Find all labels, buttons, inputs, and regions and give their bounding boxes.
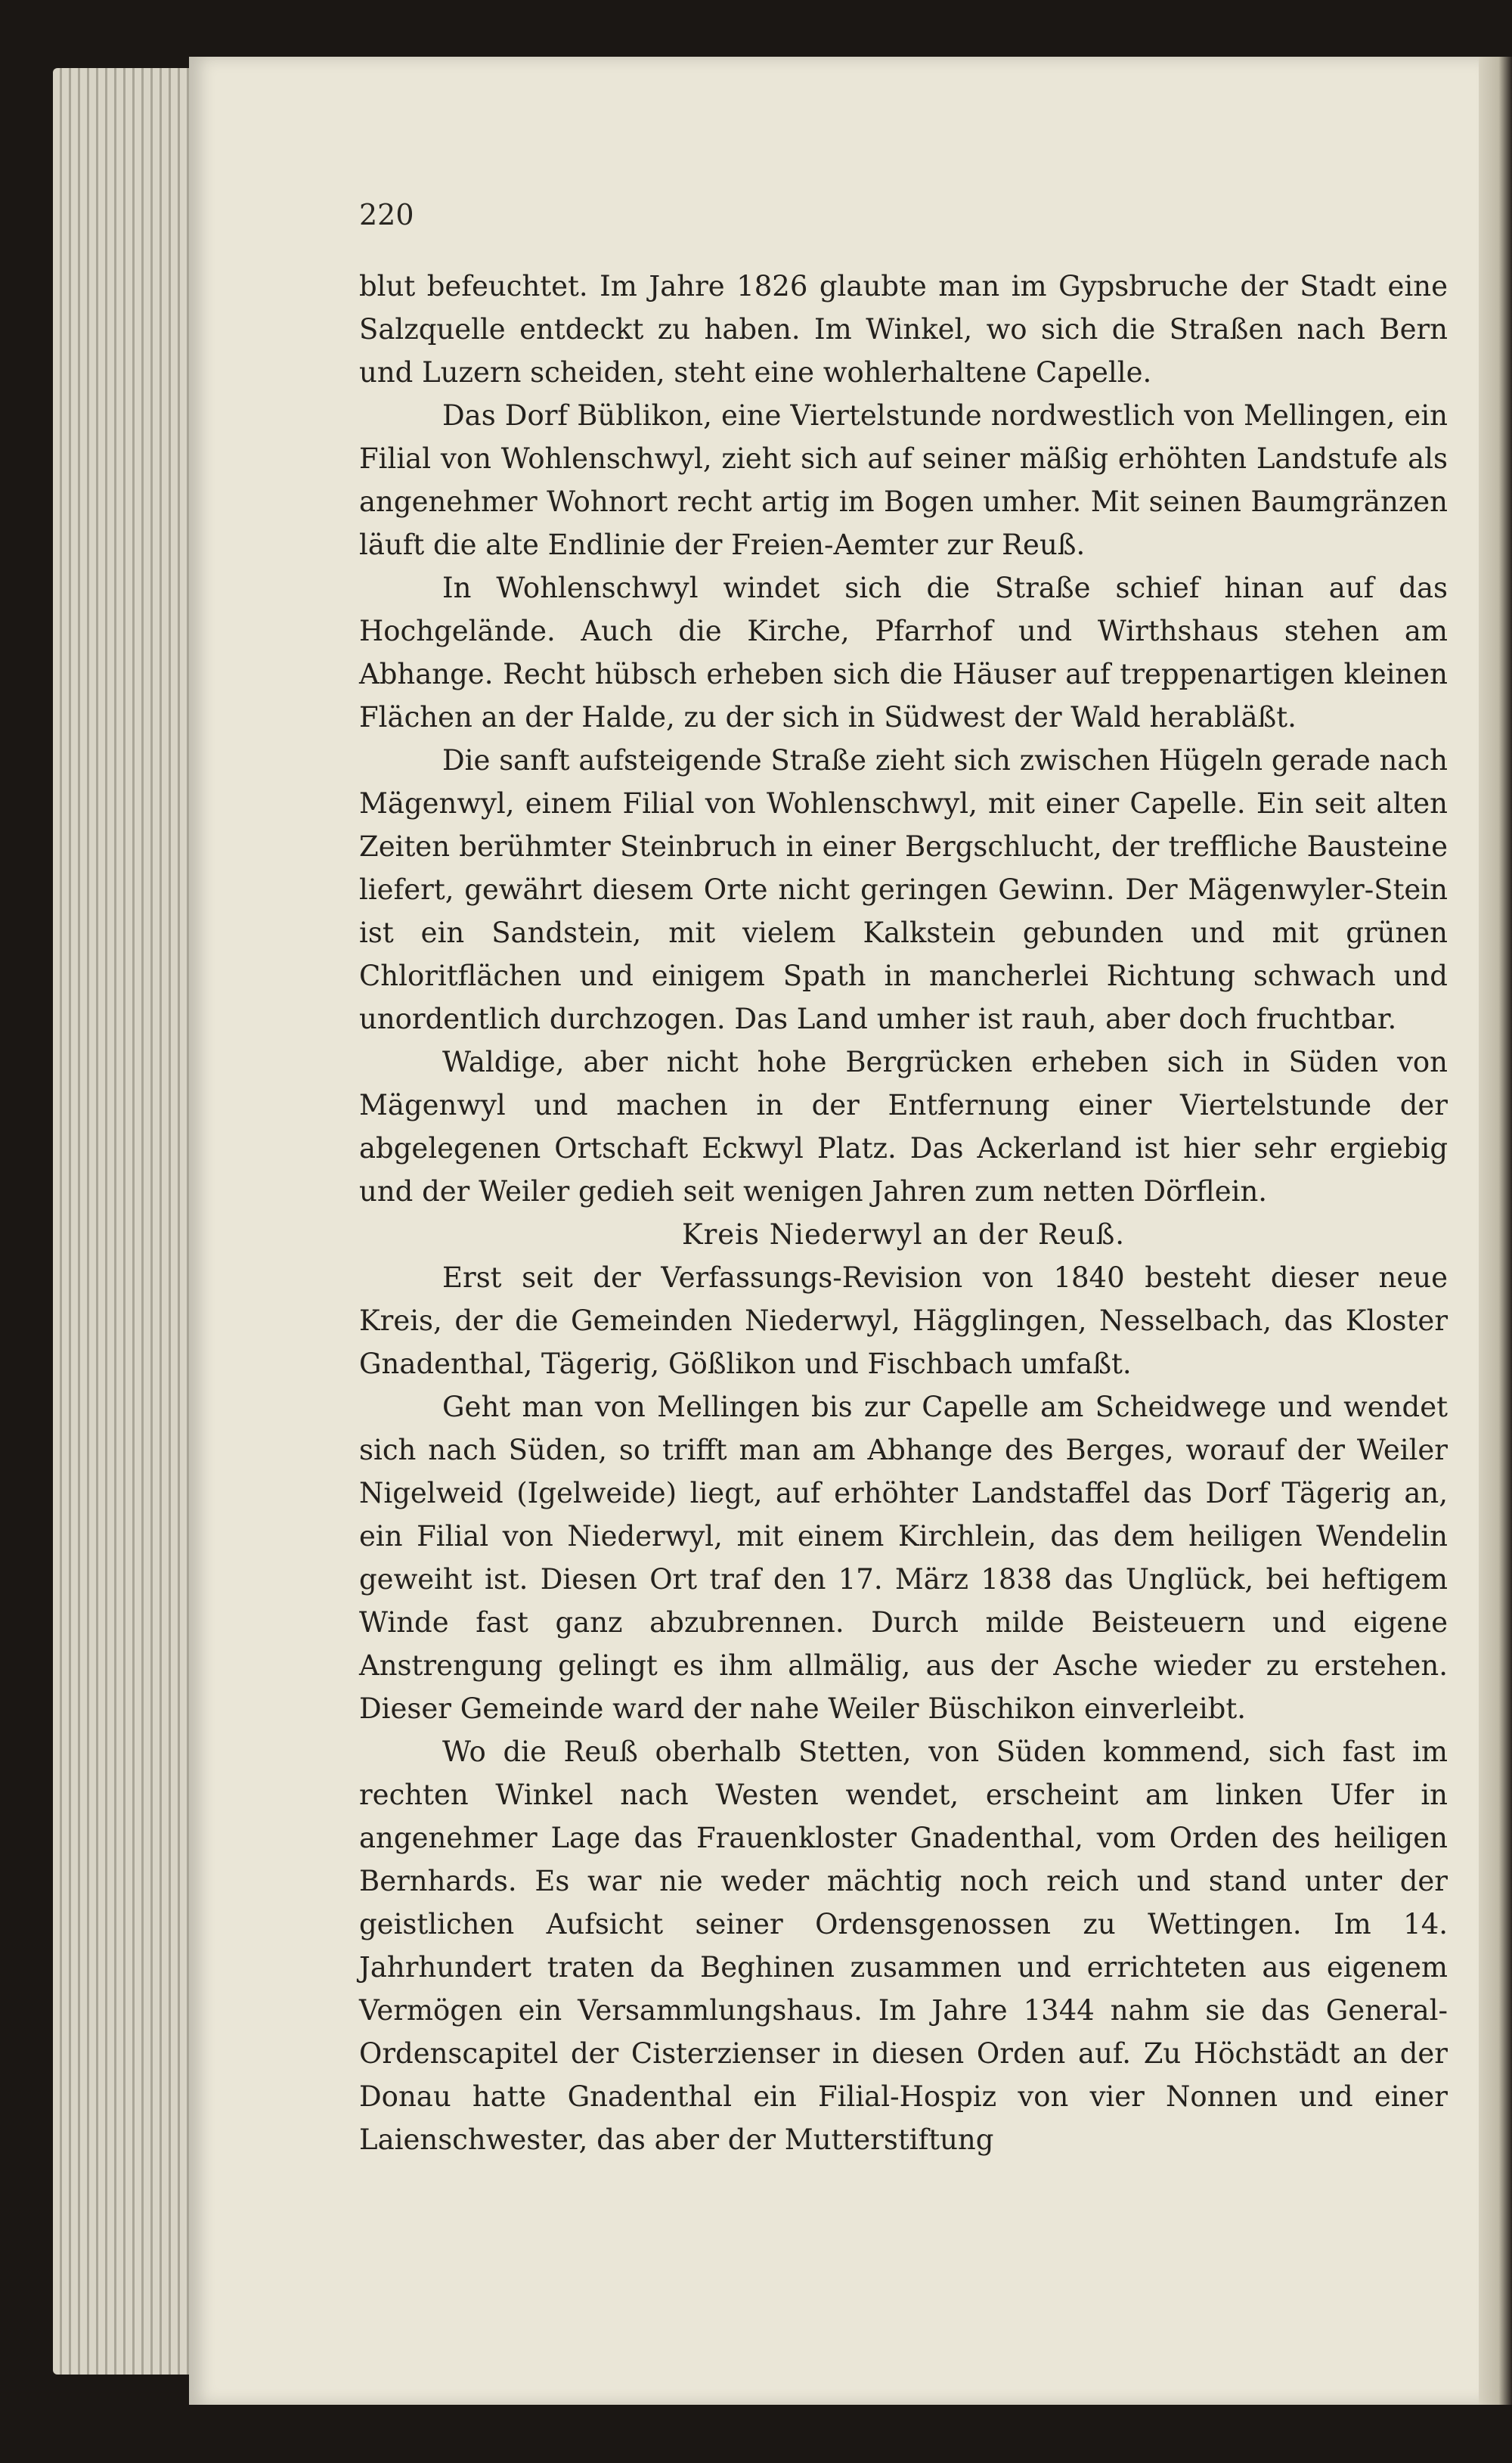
paragraph: Geht man von Mellingen bis zur Capelle am Scheidwege und wendet sich nach Süden, so trifft man am Abhange des Berges, worauf der Weiler Nigelweid (Igelweide) liegt, auf erhöhter Landstaffel das Dorf Tägerig an, ein Filial von Niederwyl, mit einem Kirchlein, das dem heiligen Wendelin geweiht ist. Diesen Ort traf den 17. März 1838 das Unglück, bei heftigem Winde fast ganz abzubrennen. Durch milde Beisteuern und eigene Anstrengung gelingt es ihm allmälig, aus der Asche wieder zu erstehen. Dieser Gemeinde ward der nahe Weiler Büschikon einverleibt. <box>359 1391 1448 1725</box>
page-fore-edge <box>1479 57 1512 2405</box>
page-number: 220 <box>359 198 414 231</box>
paragraph: Erst seit der Verfassungs-Revision von 1840 besteht dieser neue Kreis, der die Gemeinden Niederwyl, Hägglingen, Nesselbach, das Kloster Gnadenthal, Tägerig, Gößlikon und Fischbach umfaßt. <box>359 1261 1448 1380</box>
body-text <box>359 265 1448 2161</box>
paragraph: Das Dorf Büblikon, eine Viertelstunde nordwestlich von Mellingen, ein Filial von Wohlenschwyl, zieht sich auf seiner mäßig erhöhten Landstufe als angenehmer Wohnort recht artig im Bogen umher. Mit seinen Baumgränzen läuft die alte Endlinie der Freien-Aemter zur Reuß. <box>359 399 1448 561</box>
paragraph: Die sanft aufsteigende Straße zieht sich zwischen Hügeln gerade nach Mägenwyl, einem Filial von Wohlenschwyl, mit einer Capelle. Ein seit alten Zeiten berühmter Steinbruch in einer Bergschlucht, der treffliche Bausteine liefert, gewährt diesem Orte nicht geringen Gewinn. Der Mägenwyler-Stein ist ein Sandstein, mit vielem Kalkstein gebunden und mit grünen Chloritflächen und einigem Spath in mancherlei Richtung schwach und unordentlich durchzogen. Das Land umher ist rauh, aber doch fruchtbar. <box>359 744 1448 1035</box>
paragraph: Wo die Reuß oberhalb Stetten, von Süden kommend, sich fast im rechten Winkel nach Westen wendet, erscheint am linken Ufer in angenehmer Lage das Frauenkloster Gnadenthal, vom Orden des heiligen Bernhards. Es war nie weder mächtig noch reich und stand unter der geistlichen Aufsicht seiner Ordensgenossen zu Wettingen. Im 14. Jahrhundert traten da Beghinen zusammen und errichteten aus eigenem Vermögen ein Versammlungshaus. Im Jahre 1344 nahm sie das General-Ordenscapitel der Cisterzienser in diesen Orden auf. Zu Höchstädt an der Donau hatte Gnadenthal ein Filial-Hospiz von vier Nonnen und einer Laienschwester, das aber der Mutterstiftung <box>359 1736 1448 2156</box>
paragraph: blut befeuchtet. Im Jahre 1826 glaubte man im Gypsbruche der Stadt eine Salzquelle entdeckt zu haben. Im Winkel, wo sich die Straßen nach Bern und Luzern scheiden, steht eine wohlerhaltene Capelle. <box>359 270 1448 389</box>
section-heading: Kreis Niederwyl an der Reuß. <box>681 1218 1126 1251</box>
paragraph: Waldige, aber nicht hohe Bergrücken erheben sich in Süden von Mägenwyl und machen in der Entfernung einer Viertelstunde der abgelegenen Ortschaft Eckwyl Platz. Das Ackerland ist hier sehr ergiebig und der Weiler gedieh seit wenigen Jahren zum netten Dörflein. <box>359 1046 1448 1208</box>
paragraph: In Wohlenschwyl windet sich die Straße schief hinan auf das Hochgelände. Auch die Kirche, Pfarrhof und Wirthshaus stehen am Abhange. Recht hübsch erheben sich die Häuser auf treppenartigen kleinen Flächen an der Halde, zu der sich in Südwest der Wald herabläßt. <box>359 572 1448 734</box>
